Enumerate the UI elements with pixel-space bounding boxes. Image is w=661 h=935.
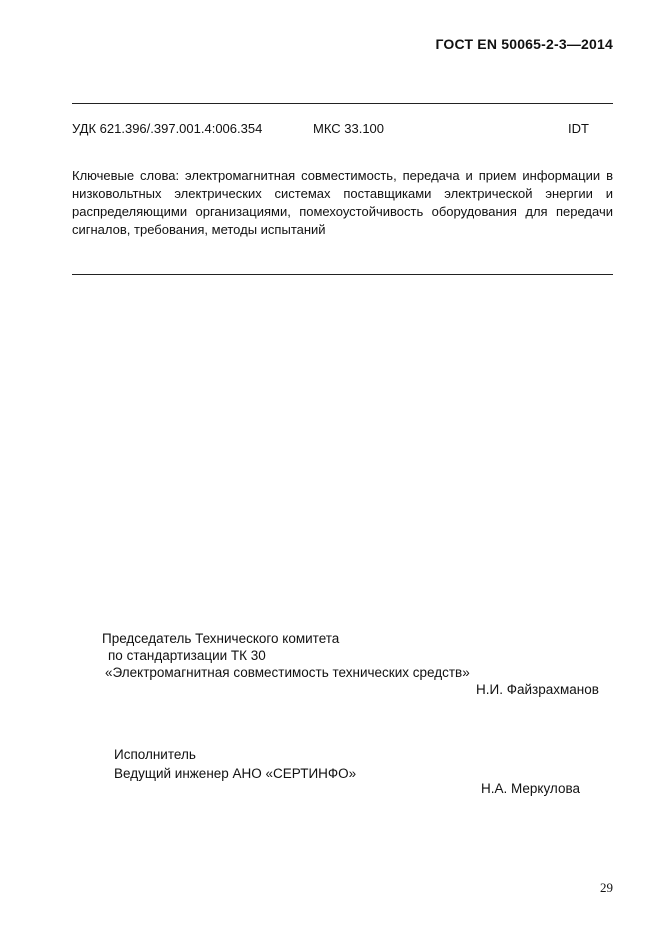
executor-position: Ведущий инженер АНО «СЕРТИНФО» bbox=[114, 766, 357, 781]
udk-code: УДК 621.396/.397.001.4:006.354 bbox=[72, 121, 263, 136]
top-divider bbox=[72, 103, 613, 104]
executor-signatory-name: Н.А. Меркулова bbox=[481, 781, 580, 796]
committee-tc-topic: «Электромагнитная совместимость технических средств» bbox=[105, 665, 470, 680]
committee-chair-title: Председатель Технического комитета bbox=[102, 631, 340, 646]
bottom-divider bbox=[72, 274, 613, 275]
keywords-block bbox=[72, 167, 613, 239]
executor-label: Исполнитель bbox=[114, 747, 196, 762]
keywords-text: Ключевые слова: электромагнитная совместимость, передача и прием информации в низковольтных электрических системах поставщиками электрической энергии и распределяющими организациями, помехоустойчивость оборудования для передачи сигналов, требования, методы испытаний bbox=[72, 168, 613, 237]
page-number: 29 bbox=[600, 880, 613, 895]
committee-tc-name: по стандартизации ТК 30 bbox=[108, 648, 266, 663]
mks-code: МКС 33.100 bbox=[313, 121, 385, 136]
committee-signatory-name: Н.И. Файзрахманов bbox=[476, 682, 599, 697]
standard-code-header: ГОСТ EN 50065-2-3—2014 bbox=[435, 36, 613, 52]
idt-marker: IDT bbox=[568, 121, 589, 136]
